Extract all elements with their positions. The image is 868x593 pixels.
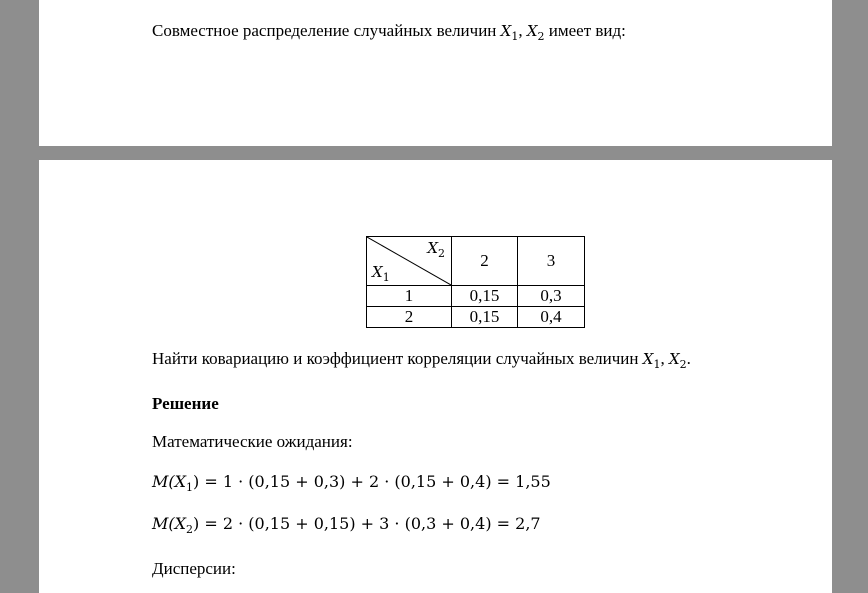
table-cell: 0,4 bbox=[518, 307, 585, 328]
table-corner-cell bbox=[367, 237, 452, 286]
table-row bbox=[367, 307, 585, 328]
row-label: 2 bbox=[367, 307, 452, 328]
task-paragraph bbox=[152, 349, 691, 375]
column-variable-label: $X_2$ bbox=[427, 239, 445, 260]
intro-text: Совместное распределение случайных величин bbox=[152, 21, 501, 40]
variances-label: Дисперсии: bbox=[152, 559, 236, 578]
task-sep: , bbox=[660, 349, 669, 368]
table-header-row bbox=[367, 237, 585, 286]
intro-tail: имеет вид: bbox=[544, 21, 626, 40]
document-page-2 bbox=[39, 160, 832, 593]
intro-var1: $X_1$ bbox=[500, 22, 519, 43]
intro-paragraph bbox=[152, 21, 626, 47]
intro-sep: , bbox=[518, 21, 527, 40]
solution-heading: Решение bbox=[152, 394, 219, 413]
table-cell: 0,15 bbox=[452, 307, 518, 328]
formula-expectation-x1: $M(X_1) = 1 \cdot (0,15 + 0,3) + 2 \cdot (0,15 + 0,4) = 1,55$ bbox=[152, 472, 551, 495]
row-label: 1 bbox=[367, 286, 452, 307]
task-text: Найти ковариацию и коэффициент корреляции случайных величин bbox=[152, 349, 643, 368]
joint-distribution-table bbox=[366, 236, 585, 328]
document-page-1 bbox=[39, 0, 832, 146]
task-var1: $X_1$ bbox=[642, 350, 661, 371]
column-header: 3 bbox=[518, 237, 585, 286]
task-tail: . bbox=[686, 349, 691, 368]
column-header: 2 bbox=[452, 237, 518, 286]
task-var2: $X_2$ bbox=[668, 350, 687, 371]
formula-expectation-x2: $M(X_2) = 2 \cdot (0,15 + 0,15) + 3 \cdot (0,3 + 0,4) = 2,7$ bbox=[152, 514, 541, 537]
table-cell: 0,3 bbox=[518, 286, 585, 307]
table-row bbox=[367, 286, 585, 307]
expectations-label: Математические ожидания: bbox=[152, 432, 353, 451]
table-cell: 0,15 bbox=[452, 286, 518, 307]
row-variable-label: $X_1$ bbox=[372, 263, 390, 284]
intro-var2: $X_2$ bbox=[526, 22, 545, 43]
